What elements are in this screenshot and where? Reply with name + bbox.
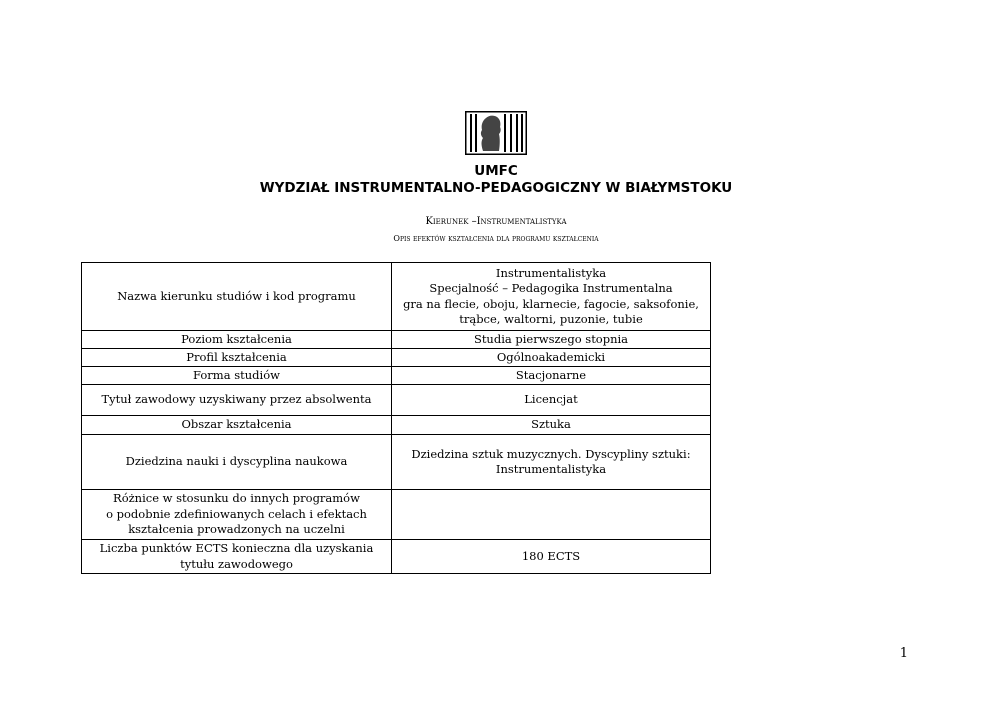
row-value [392, 263, 711, 331]
label-line: Różnice w stosunku do innych programów [113, 491, 360, 506]
table-row [82, 263, 711, 331]
row-value: Stacjonarne [392, 367, 711, 385]
label-line: tytułu zawodowego [180, 556, 293, 571]
value-line: gra na flecie, oboju, klarnecie, fagocie, saksofonie, [403, 296, 699, 311]
table-row [82, 540, 711, 574]
university-logo [465, 111, 527, 155]
table-row [82, 435, 711, 490]
row-label: Poziom kształcenia [82, 331, 392, 349]
faculty-name: WYDZIAŁ INSTRUMENTALNO-PEDAGOGICZNY W BIAŁYMSTOKU [259, 180, 733, 196]
row-value: Sztuka [392, 416, 711, 435]
value-line: Specjalność – Pedagogika Instrumentalna [429, 281, 673, 295]
row-value [392, 490, 711, 540]
row-value: 180 ECTS [392, 540, 711, 574]
row-label [82, 540, 392, 574]
row-label: Profil kształcenia [82, 349, 392, 367]
table-row [82, 490, 711, 540]
row-label: Tytuł zawodowy uzyskiwany przez absolwenta [82, 385, 392, 416]
value-line: Dziedzina sztuk muzycznych. Dyscypliny sztuki: [411, 446, 691, 461]
row-value: Studia pierwszego stopnia [392, 331, 711, 349]
page-number: 1 [899, 646, 908, 661]
row-label [82, 490, 392, 540]
value-line: trąbce, waltorni, puzonie, tubie [459, 312, 643, 326]
value-line: Instrumentalistyka [495, 462, 607, 476]
row-label: Nazwa kierunku studiów i kod programu [82, 263, 392, 331]
direction-line: Kierunek –Instrumentalistyka [425, 216, 567, 227]
table-row [82, 331, 711, 349]
row-label: Forma studiów [82, 367, 392, 385]
row-value [392, 435, 711, 490]
table-row [82, 367, 711, 385]
university-name: UMFC [474, 163, 518, 179]
row-label: Dziedzina nauki i dyscyplina naukowa [82, 435, 392, 490]
label-line: o podobnie zdefiniowanych celach i efektach [106, 506, 367, 521]
label-line: kształcenia prowadzonych na uczelni [128, 522, 345, 537]
program-info-table [81, 262, 711, 574]
table-row [82, 349, 711, 367]
row-label: Obszar kształcenia [82, 416, 392, 435]
description-line: Opis efektów kształcenia dla programu kształcenia [393, 234, 599, 243]
row-value: Licencjat [392, 385, 711, 416]
table-row [82, 416, 711, 435]
table-row [82, 385, 711, 416]
row-value: Ogólnoakademicki [392, 349, 711, 367]
label-line: Liczba punktów ECTS konieczna dla uzyskania [99, 541, 374, 555]
value-line: Instrumentalistyka [495, 265, 607, 280]
